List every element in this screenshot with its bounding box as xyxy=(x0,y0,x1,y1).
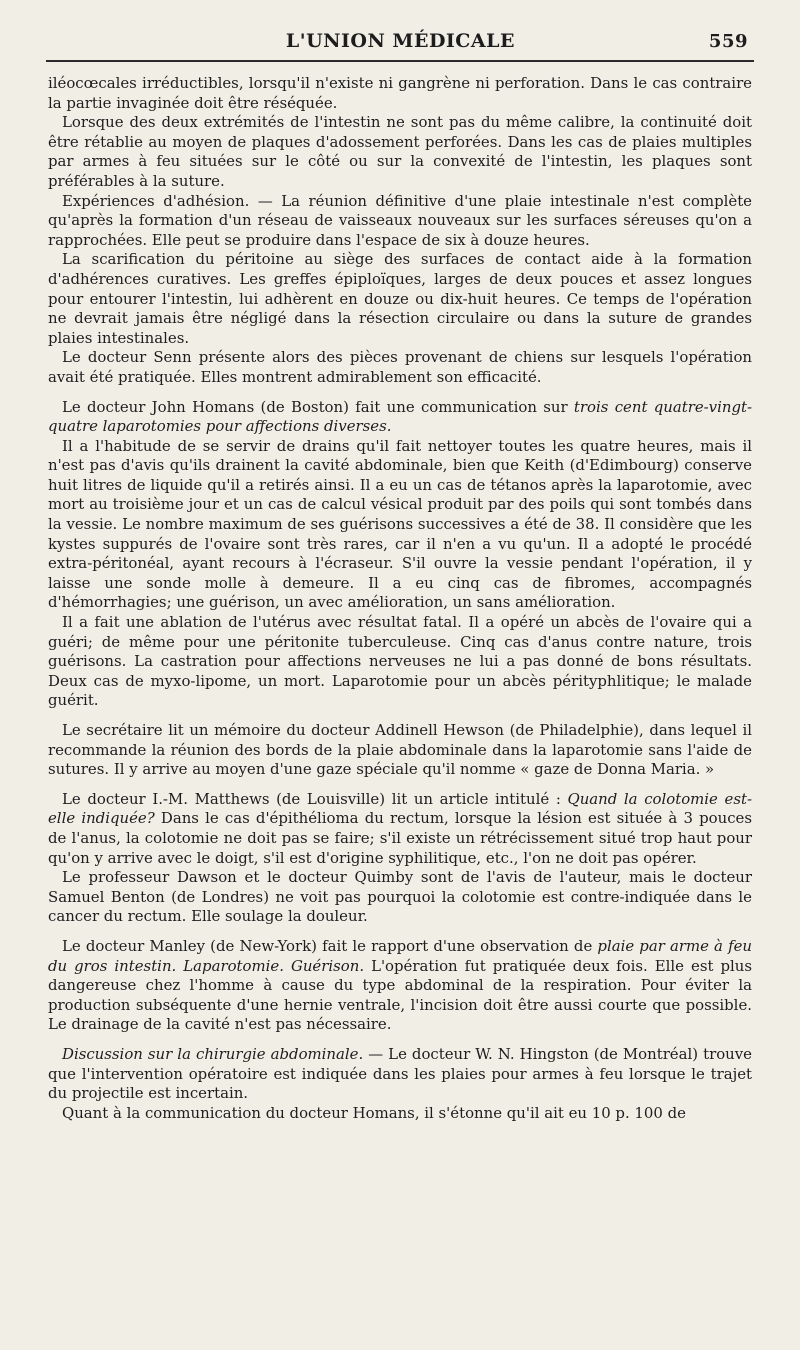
section-heading: Discussion sur la chirurgie abdominale. xyxy=(62,1044,364,1063)
running-header xyxy=(52,26,748,56)
paper-title: Quand la colotomie est-elle indiquée? xyxy=(48,789,752,828)
paragraph xyxy=(48,398,752,437)
journal-title: L'UNION MÉDICALE xyxy=(285,30,516,52)
paragraph xyxy=(48,937,752,1035)
paragraph-text: Dans le cas d'épithélioma du rectum, lorsque la lésion est située à 3 pouces de l'anus, la colotomie ne doit pas se faire; s'il existe un rétrécissement situé trop haut pour qu'on y arrive avec le doigt, s'il est d'origine syphilitique, etc., l'on ne doit pas opérer. xyxy=(48,809,753,867)
paper-title: plaie par arme à feu du gros intestin. Laparotomie. Guérison. xyxy=(48,936,752,975)
article-body xyxy=(48,74,752,1123)
paragraph-text: Le docteur I.-M. Matthews (de Louisville) lit un article intitulé : xyxy=(62,789,568,808)
paragraph: Le docteur Senn présente alors des pièces provenant de chiens sur lesquels l'opération avait été pratiquée. Elles montrent admirablement son efficacité. xyxy=(48,348,752,386)
paper-title: trois cent quatre-vingt-quatre laparotomies pour affections diverses. xyxy=(48,397,752,436)
paragraph: Quant à la communication du docteur Homans, il s'étonne qu'il ait eu 10 p. 100 de xyxy=(62,1103,686,1122)
paragraph-text: Le docteur John Homans (de Boston) fait une communication sur xyxy=(62,397,574,416)
paragraph xyxy=(48,790,752,868)
paragraph: La scarification du péritoine au siège des surfaces de contact aide à la formation d'adhérences curatives. Les greffes épiploïques, larges de deux pouces et assez longues pour entourer l'intestin, lui adhèrent en douze ou dix-huit heures. Ce temps de l'opération ne devrait jamais être négligé dans la résection circulaire ou dans la suture de grandes plaies intestinales. xyxy=(48,250,752,347)
paragraph-text: Le docteur Manley (de New-York) fait le rapport d'une observation de xyxy=(62,936,598,955)
paragraph: Lorsque des deux extrémités de l'intestin ne sont pas du même calibre, la continuité doit être rétablie au moyen de plaques d'adossement perforées. Dans les cas de plaies multiples par armes à feu situées sur le côté ou sur la convexité de l'intestin, les plaques sont préférables à la suture. xyxy=(48,113,752,190)
paragraph xyxy=(48,1045,752,1104)
paragraph: Le secrétaire lit un mémoire du docteur Addinell Hewson (de Philadelphie), dans lequel il recommande la réunion des bords de la plaie abdominale dans la laparotomie sans l'aide de sutures. Il y arrive au moyen d'une gaze spéciale qu'il nomme « gaze de Donna Maria. » xyxy=(48,721,752,779)
paragraph: Le professeur Dawson et le docteur Quimby sont de l'avis de l'auteur, mais le docteur Samuel Benton (de Londres) ne voit pas pourquoi la colotomie est contre-indiquée dans le cancer du rectum. Elle soulage la douleur. xyxy=(48,868,752,926)
paragraph: Il a l'habitude de se servir de drains qu'il fait nettoyer toutes les quatre heures, mais il n'est pas d'avis qu'ils drainent la cavité abdominale, bien que Keith (d'Edimbourg) conserve huit litres de liquide qu'il a retirés ainsi. Il a eu un cas de tétanos après la laparotomie, avec mort au troisième jour et un cas de calcul vésical produit par des poils qui sont tombés dans la vessie. Le nombre maximum de ses guérisons successives a été de 38. Il considère que les kystes suppurés de l'ovaire sont très rares, car il n'en a vu qu'un. Il a adopté le procédé extra-péritonéal, ayant recours à l'écraseur. S'il ouvre la vessie pendant l'opération, il y laisse une sonde molle à demeure. Il a eu cinq cas de fibromes, accompagnés d'hémorrhagies; une guérison, un avec amélioration, un sans amélioration. xyxy=(48,436,752,612)
paragraph: Expériences d'adhésion. — La réunion définitive d'une plaie intestinale n'est complète qu'après la formation d'un réseau de vaisseaux nouveaux sur les surfaces séreuses qu'on a rapprochées. Elle peut se produire dans l'espace de six à douze heures. xyxy=(48,191,752,249)
paragraph-text: — Le docteur W. N. Hingston (de Montréal) trouve que l'intervention opératoire est indiquée dans les plaies pour armes à feu lorsque le trajet du projectile est incertain. xyxy=(48,1044,752,1103)
header-rule xyxy=(46,60,754,62)
paragraph-text: L'opération fut pratiquée deux fois. Elle est plus dangereuse chez l'homme à cause du type abdominal de la respiration. Pour éviter la production subséquente d'une hernie ventrale, l'incision doit être aussi courte que possible. Le drainage de la cavité n'est pas nécessaire. xyxy=(48,956,752,1034)
paragraph: Il a fait une ablation de l'utérus avec résultat fatal. Il a opéré un abcès de l'ovaire qui a guéri; de même pour une péritonite tuberculeuse. Cinq cas d'anus contre nature, trois guérisons. La castration pour affections nerveuses ne lui a pas donné de bons résultats. Deux cas de myxo-lipome, un mort. Laparotomie pour un abcès pérityphlitique; le malade guérit. xyxy=(48,613,752,710)
page-number: 559 xyxy=(708,30,748,52)
paragraph: iléocœcales irréductibles, lorsqu'il n'existe ni gangrène ni perforation. Dans le cas contraire la partie invaginée doit être réséquée. xyxy=(48,74,752,112)
